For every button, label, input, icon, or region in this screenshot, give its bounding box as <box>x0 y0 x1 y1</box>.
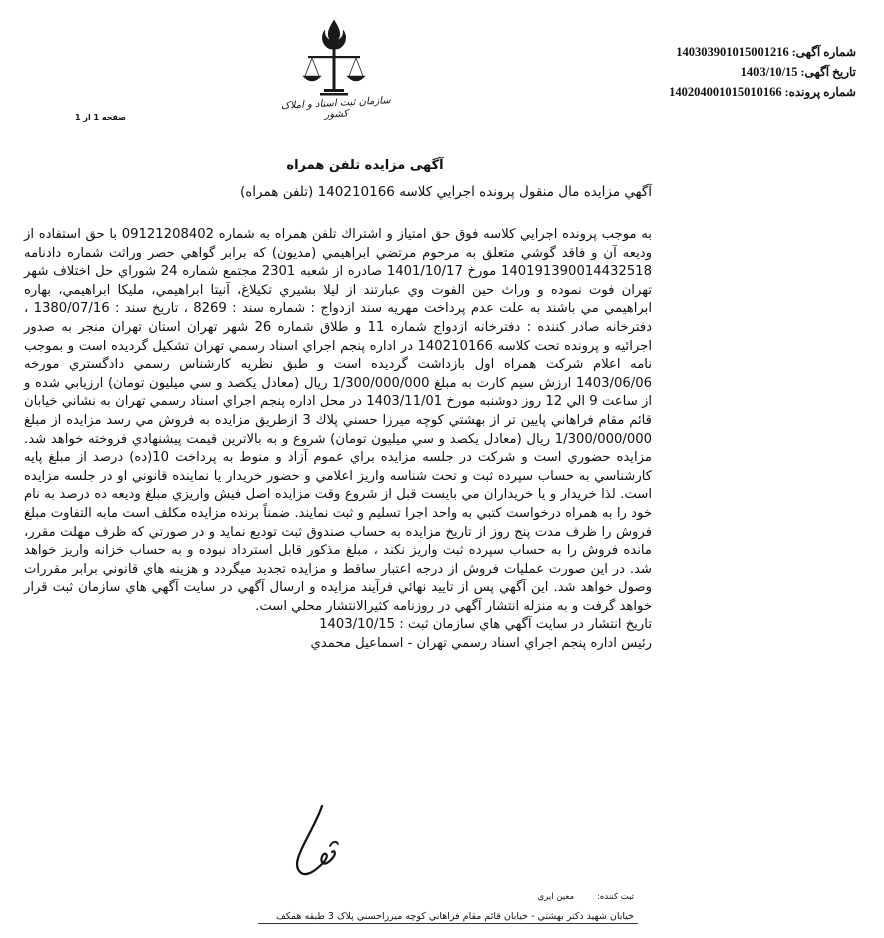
footer-address: خيابان شهيد دکتر بهشتي - خيابان قائم مقام فراهاني کوچه ميرزاحسني پلاک 3 طبقه همکف <box>275 911 634 922</box>
document-body <box>24 226 652 654</box>
publish-line: تاريخ انتشار در سايت آگهي هاي سازمان ثبت : 1403/10/15 <box>319 617 652 633</box>
document-subtitle: آگهي مزايده مال منقول پرونده اجرايي كلاسه 140210166 (تلفن همراه) <box>239 184 652 200</box>
ad-date-value: 1403/10/15 <box>740 65 798 79</box>
ad-number-value: 140303901015001216 <box>676 45 789 59</box>
case-number-label: شماره پرونده: <box>784 85 856 99</box>
ad-date-row <box>596 62 856 82</box>
footer-divider <box>258 923 638 924</box>
case-number-row <box>596 82 856 102</box>
ad-number-label: شماره آگهی: <box>791 45 856 59</box>
handwritten-signature-icon <box>270 798 360 888</box>
registrar-label: ثبت کننده: <box>597 892 634 902</box>
page-indicator: صفحه 1 از 1 <box>75 113 126 122</box>
body-paragraph: به موجب پرونده اجرايي كلاسه فوق حق امتياز و اشتراك تلفن همراه به شماره 09121208402 با حق استفاده از وديعه آن و فاقد گوشي متعلق به مرحوم مرتضي ابراهيمي (مديون) كه برابر گواهي حصر وراثت شماره دادنامه 140191390014432518 مورخ 1401/10/17 صادره از شعبه 2301 مجتمع شماره 24 شوراي حل اختلاف شهر تهران فوت نموده و وراث حين الفوت وي عبارتند از ليلا بشيري تكيلاغ، آنيتا ابراهيمي، مليكا ابراهيمي، بهاره ابراهيمي مي باشند به علت عدم پرداخت مهريه سند ازدواج : شماره سند : 8269 ، تاريخ سند : 1380/07/16 ، دفترخانه صادر كننده : دفترخانه ازدواج شماره 11 و طلاق شماره 26 شهر تهران استان تهران منجر به صدور اجرائيه و پرونده تحت كلاسه 140210166 در اداره پنجم اجراي اسناد رسمي تهران تشكيل گرديده است و بموجب نامه اعلام شركت همراه اول بازداشت گرديده است و طبق نظريه كارشناس رسمي دادگستري مورخه 1403/06/06 ارزش سيم كارت به مبلغ 1/300/000/000 ريال (معادل يكصد و سي ميليون تومان) ارزيابي شده و از ساعت 9 الي 12 روز دوشنبه مورخ 1403/11/01 در محل اداره پنجم اجراي اسناد رسمي تهران به نشاني خيابان قائم مقام فراهاني پايين تر از بهشتي كوچه ميرزا حسني پلاك 3 ازطريق مزايده به فروش مي رسد مزايده از مبلغ 1/300/000/000 ريال (معادل يكصد و سي ميليون تومان) شروع و به بالاترين قيمت پيشنهادي فروخته خواهد شد. مزايده حضوري است و شركت در جلسه مزايده براي عموم آزاد و منوط به پرداخت 10(ده) درصد از مبلغ پايه كارشناسي به حساب سپرده ثبت و تحت شناسه واريز اعلامي و حضور خريدار يا نماينده قانوني او در جلسه مزايده است. لذا خريدار و يا خريداران مي بايست قبل از شروع وقت مزايده اصل فيش واريزي مبلغ وديعه ده درصد به نام خود را به همراه درخواست كتبي به واحد اجرا تسليم و ثبت نمايند. ضمناً برنده مزايده مكلف است مابه التفاوت مبلغ فروش را ظرف مدت پنج روز از تاريخ مزايده به حساب صندوق ثبت توديع نمايد و در صورتي كه ظرف مهلت مقرر، مانده فروش را به حساب سپرده ثبت واريز نكند ، مبلغ مذكور قابل استرداد نبوده و به حساب خزانه واريز خواهد شد. در اين صورت عمليات فروش از درجه اعتبار ساقط و مزايده تجديد ميگردد و هزينه هاي قانوني برابر مقررات وصول خواهد شد. اين آگهي پس از تاييد نهائي فرآيند مزايده و ارسال آگهي در سايت آگهي هاي سازمان ثبت قرار خواهد گرفت و به منزله انتشار آگهي در روزنامه كثيرالانتشار محلي است. <box>24 227 653 614</box>
document-title: آگهی مزایده تلفن همراه <box>286 158 444 173</box>
signatory-line: رئيس اداره پنجم اجراي اسناد رسمي تهران - اسماعيل محمدي <box>310 636 652 652</box>
registrar-name: معين ايري <box>537 892 574 902</box>
ad-number-row <box>596 42 856 62</box>
case-number-value: 140204001015010166 <box>669 85 782 99</box>
ad-meta <box>596 42 856 102</box>
ad-date-label: تاریخ آگهی: <box>800 65 856 79</box>
org-name: سازمان ثبت اسناد و املاک کشور <box>280 95 391 121</box>
